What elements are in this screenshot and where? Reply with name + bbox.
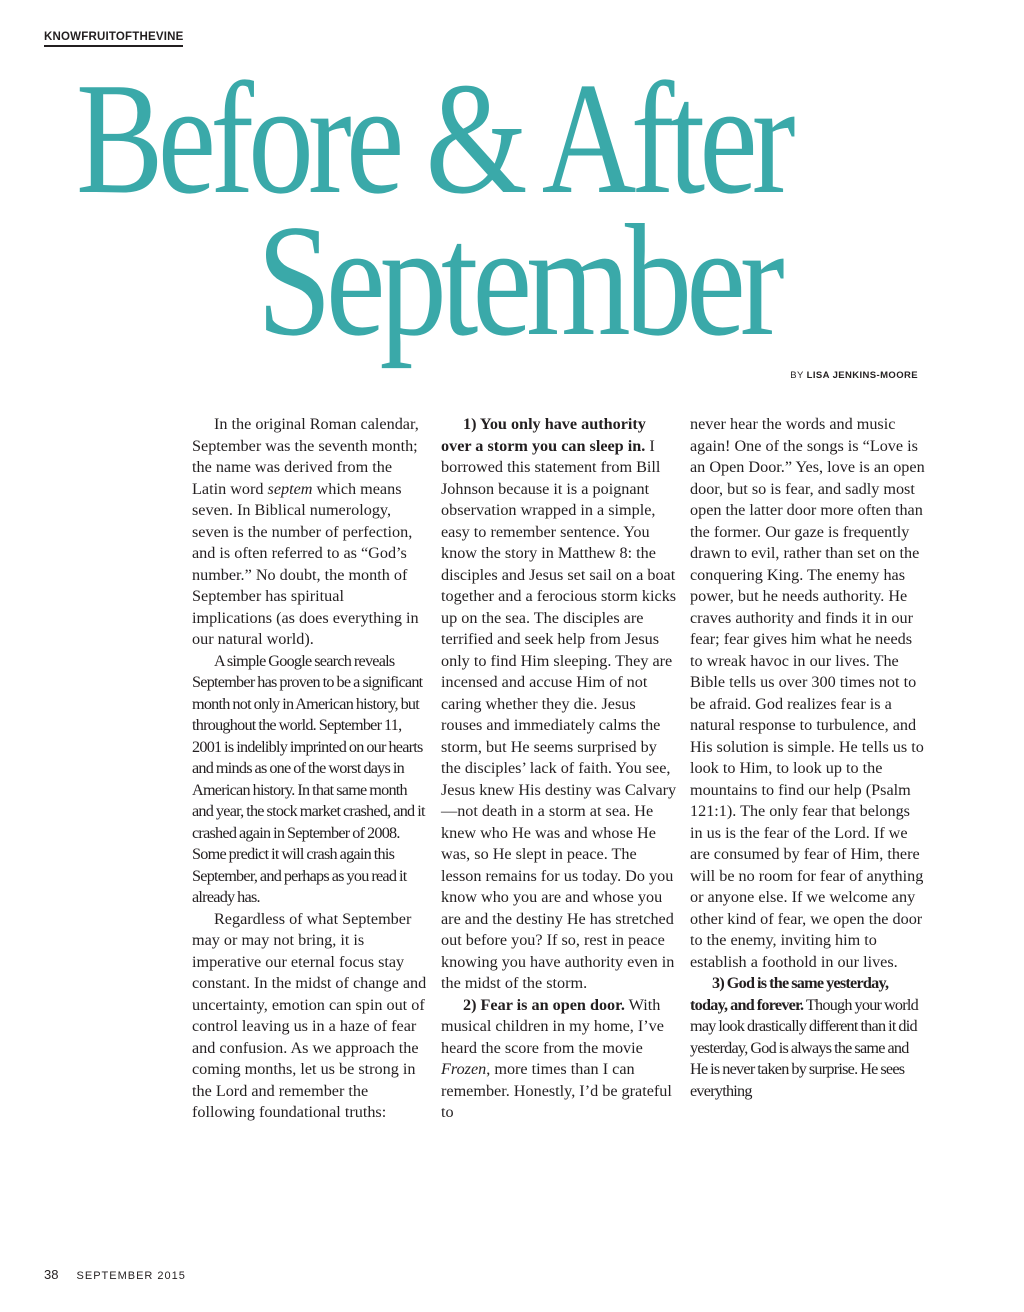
- text-run: In the original Roman calendar, September was the seventh month; the name was derived from the Latin word: [192, 415, 419, 498]
- section-name: FRUITOFTHEVINE: [81, 31, 184, 43]
- byline: [790, 370, 918, 381]
- section-prefix: KNOW: [44, 31, 82, 43]
- point-heading: 3) God is the same yesterday, today, and forever.: [690, 974, 889, 1014]
- page-footer: [44, 1267, 186, 1282]
- point-heading: 1) You only have authority over a storm you can sleep in.: [441, 415, 646, 455]
- paragraph: [441, 414, 677, 995]
- paragraph: [441, 995, 677, 1124]
- column-3: [690, 414, 926, 1102]
- title-line-2: September: [257, 191, 779, 369]
- point-heading: 2) Fear is an open door.: [463, 995, 625, 1014]
- article-title: [0, 49, 1024, 398]
- column-1: [192, 414, 428, 1124]
- text-run: With musical children in my home, I’ve heard the score from the movie: [441, 995, 664, 1057]
- paragraph: [690, 973, 926, 1102]
- text-run: which means seven. In Biblical numerology, seven is the number of perfection, and is often referred to as “God’s number.” No doubt, the month of September has spiritual implications (as does everything in our natural world).: [192, 479, 419, 648]
- column-2: [441, 414, 677, 1124]
- byline-prefix: BY: [790, 370, 804, 381]
- text-run: , more times than I can remember. Honestly, I’d be grateful to: [441, 1060, 672, 1121]
- paragraph: never hear the words and music again! One of the songs is “Love is an Open Door.” Yes, love is an open door, but so is fear, and sadly most open the latter door more often than the former. Our gaze is frequently drawn to evil, rather than set on the conquering King. The enemy has power, but he needs authority. He craves authority and finds it in our fear; fear gives him what he needs to wreak havoc in our lives. The Bible tells us over 300 times not to be afraid. God realizes fear is a natural response to turbulence, and His solution is simple. He tells us to look to Him, to look up to the mountains to find our help (Psalm 121:1). The only fear that belongs in us is the fear of the Lord. If we are consumed by fear of Him, there will be no room for fear of anything or anyone else. If we welcome any other kind of fear, we open the door to the enemy, inviting him to establish a foothold in our lives.: [690, 415, 925, 971]
- italic-word: septem: [267, 479, 313, 498]
- italic-word: Frozen: [441, 1060, 487, 1078]
- paragraph: [192, 414, 428, 651]
- text-run: I borrowed this statement from Bill Johnson because it is a poignant observation wrapped in a simple, easy to remember sentence. You know the story in Matthew 8: the disciples and Jesus set sail on a boat together and a ferocious storm kicks up on the sea. The disciples are terrified and seek help from Jesus only to find Him sleeping. They are incensed and accuse Him of not caring whether they die. Jesus rouses and immediately calms the storm, but He seems surprised by the disciples’ lack of faith. You see, Jesus knew His destiny was Calvary—not death in a storm at sea. He knew who He was and whose He was, so He slept in peace. The lesson remains for us today. Do you know who you are and whose you are and the destiny He has stretched out before you? If so, rest in peace knowing you have authority even in the midst of the storm.: [441, 436, 677, 992]
- title-line-1: Before & After: [76, 49, 790, 227]
- paragraph: A simple Google search reveals September has proven to be a significant month not only in American history, but throughout the world. September 11, 2001 is indelibly imprinted on our hearts and minds as one of the worst days in American history. In that same month and year, the stock market crashed, and it crashed again in September of 2008. Some predict it will crash again this September, and perhaps as you read it already has.: [192, 651, 425, 906]
- author-name: LISA JENKINS-MOORE: [806, 370, 918, 381]
- text-run: Though your world may look drastically different than it did yesterday, God is always the same and He is never taken by surprise. He sees everything: [690, 995, 919, 1100]
- section-tag: [44, 31, 183, 47]
- issue-date: SEPTEMBER 2015: [76, 1270, 186, 1282]
- page-number: 38: [44, 1267, 59, 1282]
- paragraph: Regardless of what September may or may not bring, it is imperative our eternal focus stay constant. In the midst of change and uncertainty, emotion can spin out of control leaving us in a haze of fear and confusion. As we approach the coming months, let us be strong in the Lord and remember the following foundational truths:: [192, 909, 427, 1121]
